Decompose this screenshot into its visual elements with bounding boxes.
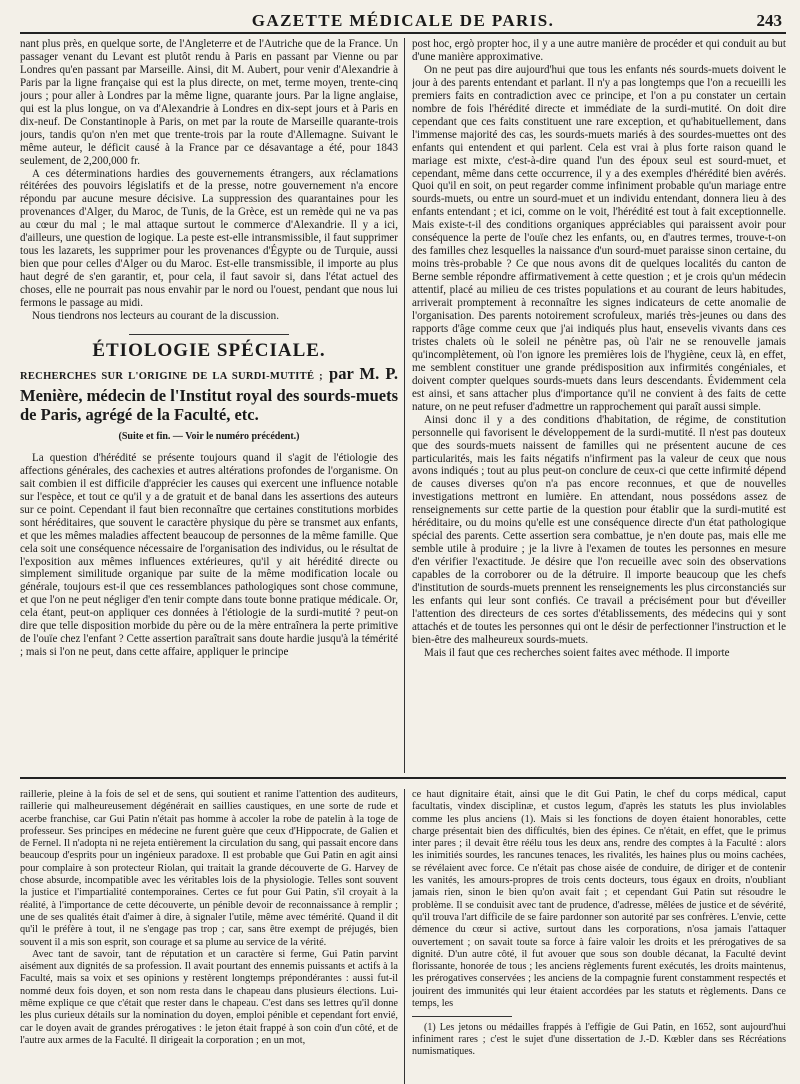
paragraph: nant plus près, en quelque sorte, de l'Angleterre et de l'Autriche que de la France. Un passager venant du Levant est plutôt rendu à Paris en passant par Vienne ou par Londres qu'en passant par Marseille. Ainsi, dit M. Aubert, pour venir d'Alexandrie à Paris par la ligne française qui est la plus directe, on met, terme moyen, trente-cinq jours ; pour aller à Londres par la même ligne, quarante jours. Par la ligne anglaise, qui est la plus longue, on va d'Alexandrie à Londres en dix-sept jours et à Paris en dix-neuf. De Constantinople à Paris, on met par la route de Marseille quarante-trois jours, tandis qu'on n'en met que trente-trois par la route d'Allemagne. Suivant le même auteur, le déficit causé à la France par ce désavantage a été, pour 1843 seulement, de 2,200,000 fr. — [20, 38, 398, 167]
section-title: ÉTIOLOGIE SPÉCIALE. — [92, 339, 326, 361]
continuation-note: (Suite et fin. — Voir le numéro précédent.) — [118, 430, 300, 442]
running-head-title: GAZETTE MÉDICALE DE PARIS. — [251, 11, 555, 30]
feuilleton-left-column — [20, 789, 398, 1084]
right-column — [412, 38, 786, 773]
page-header — [20, 8, 786, 34]
page-number: 243 — [756, 11, 782, 30]
feuilleton-section — [20, 789, 786, 1084]
paragraph: raillerie, pleine à la fois de sel et de sens, qui soutient et ranime l'attention des auditeurs, raillerie qui malheureusement dégénérait en saillies caustiques, en une sorte de rude et acerbe franchise, car Gui Patin n'était pas homme à accoler la robe de patelin à la toge de professeur. Ses principes en médecine ne furent guère que ceux d'Hippocrate, de Galien et de Fernel. Il n'adopta ni ne rejeta entièrement la circulation du sang, qui passait encore dans beaucoup d'esprits pour un ingénieux paradoxe. Il est probable que Gui Patin en agit ainsi pour complaire à son protecteur Riolan, qui traitait la grande découverte de G. Harvey de chose absurde, incompatible avec les véritables lois de la physiologie. Telles sont souvent la justice et l'impartialité contemporaines. Certes ce fut pour Gui Patin, s'il croyait à la réalité, à l'importance de cette découverte, un pénible devoir de reconnaissance à remplir ; une de ses qualités était d'aimer à dire, à signaler l'utile, même avec témérité. Quand il dit qu'il le préfère à tout, il ne s'engage pas trop ; car, sans être exempt de préjugés, bien souvent il a mis son esprit, son courage et sa plume au service de la vérité. — [20, 789, 398, 948]
column-rule — [404, 38, 405, 773]
paragraph: La question d'hérédité se présente toujours quand il s'agit de l'étiologie des affections générales, des cachexies et autres altérations profondes de l'organisme. On sait combien il est difficile d'apprécier les causes qui exercent une influence notable sur l'espèce, et tout ce qu'il y a de gratuit et de banal dans les assertions des auteurs sur ce point. Cependant il faut bien reconnaître que certaines constitutions morbides sont héréditaires, que souvent le caractère physique du père se transmet aux enfants, et que les mêmes maladies affectent beaucoup de personnes de la même famille. Que cela soit une conséquence nécessaire de l'organisation des individus, ou le résultat de l'exposition aux mêmes influences extérieures, qu'il y ait hérédité directe ou simplement similitude organique par suite de la même modification locale ou générale, toujours est-il que ces ressemblances pathologiques sont chose commune, et que l'on ne peut négliger d'en tenir compte dans toute bonne pratique médicale. Or, cela étant, peut-on appliquer ces données à l'étiologie de la surdi-mutité ? peut-on dire que telle disposition morbide du père ou de la mère entraînera la perte primitive de l'ouïe chez l'enfant ? Cette assertion paraîtrait sans doute hardie jusqu'à la témérité ; mais si l'on ne peut, dans cette affaire, appliquer le principe — [20, 451, 398, 659]
paragraph: A ces déterminations hardies des gouvernements étrangers, aux réclamations réitérées des pouvoirs législatifs et de la presse, notre gouvernement n'a encore répondu par aucune mesure décisive. La suppression des quarantaines pour les provenances d'Alger, du Maroc, de Tunis, de la Grèce, est un remède qui ne va pas au cœur du mal ; le mal attaque surtout le commerce d'Alexandrie. Il y a ici, d'ailleurs, une question de logique. La peste est-elle intransmissible, il faut supprimer tous les lazarets, les supprimer pour les provenances d'Égypte ou de Turquie, aussi bien que pour celles d'Alger ou du Maroc. Est-elle transmissible, il importe au plus haut degré de s'en garantir, et, pour cela, il faut savoir si, dans l'état actuel des choses, elle ne pourrait pas nous envahir par le nord ou l'ouest, pendant que nous lui fermons le passage au midi. — [20, 167, 398, 310]
paragraph: Mais il faut que ces recherches soient faites avec méthode. Il importe — [424, 646, 730, 659]
article-title — [20, 364, 398, 424]
paragraph: post hoc, ergò propter hoc, il y a une autre manière de procéder et qui conduit au but d'une manière approximative. — [412, 38, 786, 63]
top-section — [20, 38, 786, 773]
paragraph: Ainsi donc il y a des conditions d'habitation, de régime, de constitution personnelle qui favorisent le développement de la surdi-mutité. Il n'est pas douteux que des sourds-muets naissent de familles qui ne présentent aucune de ces particularités, mais les faits négatifs n'infirment pas la valeur de ceux que nous avons indiqués ; tout au plus peut-on conclure de ceux-ci que cette infirmité dépend de causes diverses qu'on n'a pas encore reconnues, et que de nouvelles investigations mettront en lumière. En attendant, nous possédons assez de renseignements sur cette partie de la question pour établir que la surdi-mutité est héréditaire, ou du moins qu'elle est une conséquence directe d'un état pathologique spécial des parents. Cette assertion sera combattue, je n'en doute pas, mais elle me semble utile à produire ; je la livre à l'examen de toutes les personnes en mesure d'en vérifier l'exactitude. Je désire que l'on recueille avec soin des observations capables de la corroborer ou de la détruire. Il importe beaucoup que les chefs d'institution de sourds-muets prennent les renseignements les plus circonstanciés sur les enfants qui leur sont confiés. Ce travail a précisément pour but d'éveiller l'attention des directeurs de ces sortes d'établissements, des médecins qui y sont attachés et de toutes les personnes qui ont le désir de perfectionner l'instruction et le bien-être des malheureux sourds-muets. — [412, 413, 786, 646]
article-title-smallcaps: RECHERCHES SUR L'ORIGINE DE LA SURDI-MUTITÉ ; — [20, 370, 323, 382]
footnote: (1) Les jetons ou médailles frappés à l'effigie de Gui Patin, en 1652, sont aujourd'hui infiniment rares ; c'est le sujet d'une dissertation de J.-D. Kœbler dans ses Récréations numismatiques. — [412, 1022, 786, 1058]
paragraph: On ne peut pas dire aujourd'hui que tous les enfants nés sourds-muets doivent le jour à des parents entendant et parlant. Il n'y a pas longtemps que l'on a recueilli les premiers faits en contradiction avec ce principe, et l'on a pu constater un certain nombre de fois l'hérédité directe et immédiate de la surdi-mutité. On doit dire cependant que ces faits constituent une rare exception, et qu'habituellement, dans l'immense majorité des cas, les sourds-muets mariés à des sourdes-muettes ont des enfants qui entendent et qui parlent. Cela est vrai à plus forte raison quand le mariage est mixte, c'est-à-dire quand l'un des époux seul est sourd-muet, et cependant, même dans cette occurrence, il y a des exemples d'hérédité bien avérés. Quoi qu'il en soit, on peut regarder comme infiniment probable qu'un mariage entre sourds-muets, ou entre un sourd-muet et un individu entendant, donnera lieu à des enfants entendant ; et ici, comme on le voit, l'hérédité est tout à fait exceptionnelle. Mais existe-t-il des conditions organiques appréciables qui paraissent avoir pour conséquence la perte de l'ouïe chez les enfants, ou, en d'autres termes, trouve-t-on des familles chez lesquelles la naissance d'un sourd-muet paraisse sinon certaine, du moins très-probable ? Ce que nous avons dit de quelques localités du canton de Berne semble répondre affirmativement à cette question ; et je crois qu'un médecin attentif, placé au milieu de ces tristes populations et au courant de leurs habitudes, arriverait promptement à reconnaître les signes indicateurs de cette anomalie de l'organisation. Des parents notoirement scrofuleux, mariés très-jeunes ou dans des rapports d'âge comme ceux que j'ai indiqués plus haut, ensevelis vivants dans ces tristes chalets où le soleil ne pénètre pas, où l'air ne se renouvelle jamais qu'incomplètement, où l'on ignore les premières lois de l'hygiène, ceux là, en effet, me semblent constituer une grande prédisposition aux infirmités congéniales, et doivent compter quelques sourds-muets dans leurs descendants. Évidemment cela est ainsi, et sans attacher plus d'importance qu'il ne convient à des faits de cette nature, on ne peut refuser d'admettre un rapprochement qui paraît aussi simple. — [412, 63, 786, 413]
paragraph: Avec tant de savoir, tant de réputation et un caractère si ferme, Gui Patin parvint aisément aux dignités de sa profession. Il avait pourtant des ennemis puissants et actifs à la Faculté, mais sa voix et ses opinions y restèrent longtemps prépondérantes : aussi fut-il nommé deux fois doyen, et son nom resta dans le chapeau dans plusieurs élections. Lui-même explique ce que c'était que rester dans le chapeau. C'est dans ses lettres qu'il donne les plus curieux détails sur la nomination du doyen, emploi pénible et cependant fort envié, car le doyen avait de grandes prérogatives : le jeton était frappé à son coin d'un côté, et de l'autre aux armes de la Faculté. Il dirigeait la corporation ; en un mot, — [20, 948, 398, 1046]
section-separator — [129, 334, 289, 335]
article-title-author: par M. P. Menière, médecin de l'Institut royal des sourds-muets de Paris, agrégé de la Faculté, etc. — [20, 363, 398, 424]
column-rule — [404, 789, 405, 1084]
feuilleton-right-column — [412, 789, 786, 1084]
paragraph: Nous tiendrons nos lecteurs au courant de la discussion. — [32, 310, 279, 323]
feuilleton-divider — [20, 777, 786, 779]
footnote-rule — [412, 1016, 512, 1017]
paragraph: ce haut dignitaire était, ainsi que le dit Gui Patin, le chef du corps médical, caput facultatis, vindex disciplinæ, et custos legum, d'après les statuts les plus inviolables comme les plus anciens (1). Mais si les fonctions de doyen étaient honorables, cette charge présentait bien des difficultés, bien des épines. Ce n'était, en effet, que le primus inter pares ; il devait être réélu tous les deux ans, rendre des comptes à la Faculté : alors les inimitiés sourdes, les rancunes tenaces, les rivalités, les haines plus ou moins cachées, se révélaient avec force. Ce n'était pas chose aisée de conduire, de diriger et de contenir les vanités, les amours-propres de trois cents docteurs, tous égaux en droits, n'oubliant jamais rien, sinon le bien qu'on avait fait ; et cependant Gui Patin sut résoudre le problème. Il se conduisit avec tant de prudence, d'adresse, mêlées de justice et de sévérité, qu'il trouva l'art difficile de se faire pardonner son autorité par ses confrères. L'envie, cette démence du cœur si active, surtout dans les corporations, n'osa jamais l'attaquer ouvertement ; on savait toute sa force à faire valoir les droits et les prérogatives de sa dignité. D'un autre côté, il fut avouer que sous son double décanat, la Faculté devint florissante, honorée de tous ; les anciens règlements furent exécutés, les droits maintenus, les prérogatives conservées ; les anciens de la compagnie furent constamment respectés et jouirent des immunités qui leur étaient accordées par les statuts et règlements. Dans ce temps, les — [412, 789, 786, 1010]
left-column — [20, 38, 398, 773]
